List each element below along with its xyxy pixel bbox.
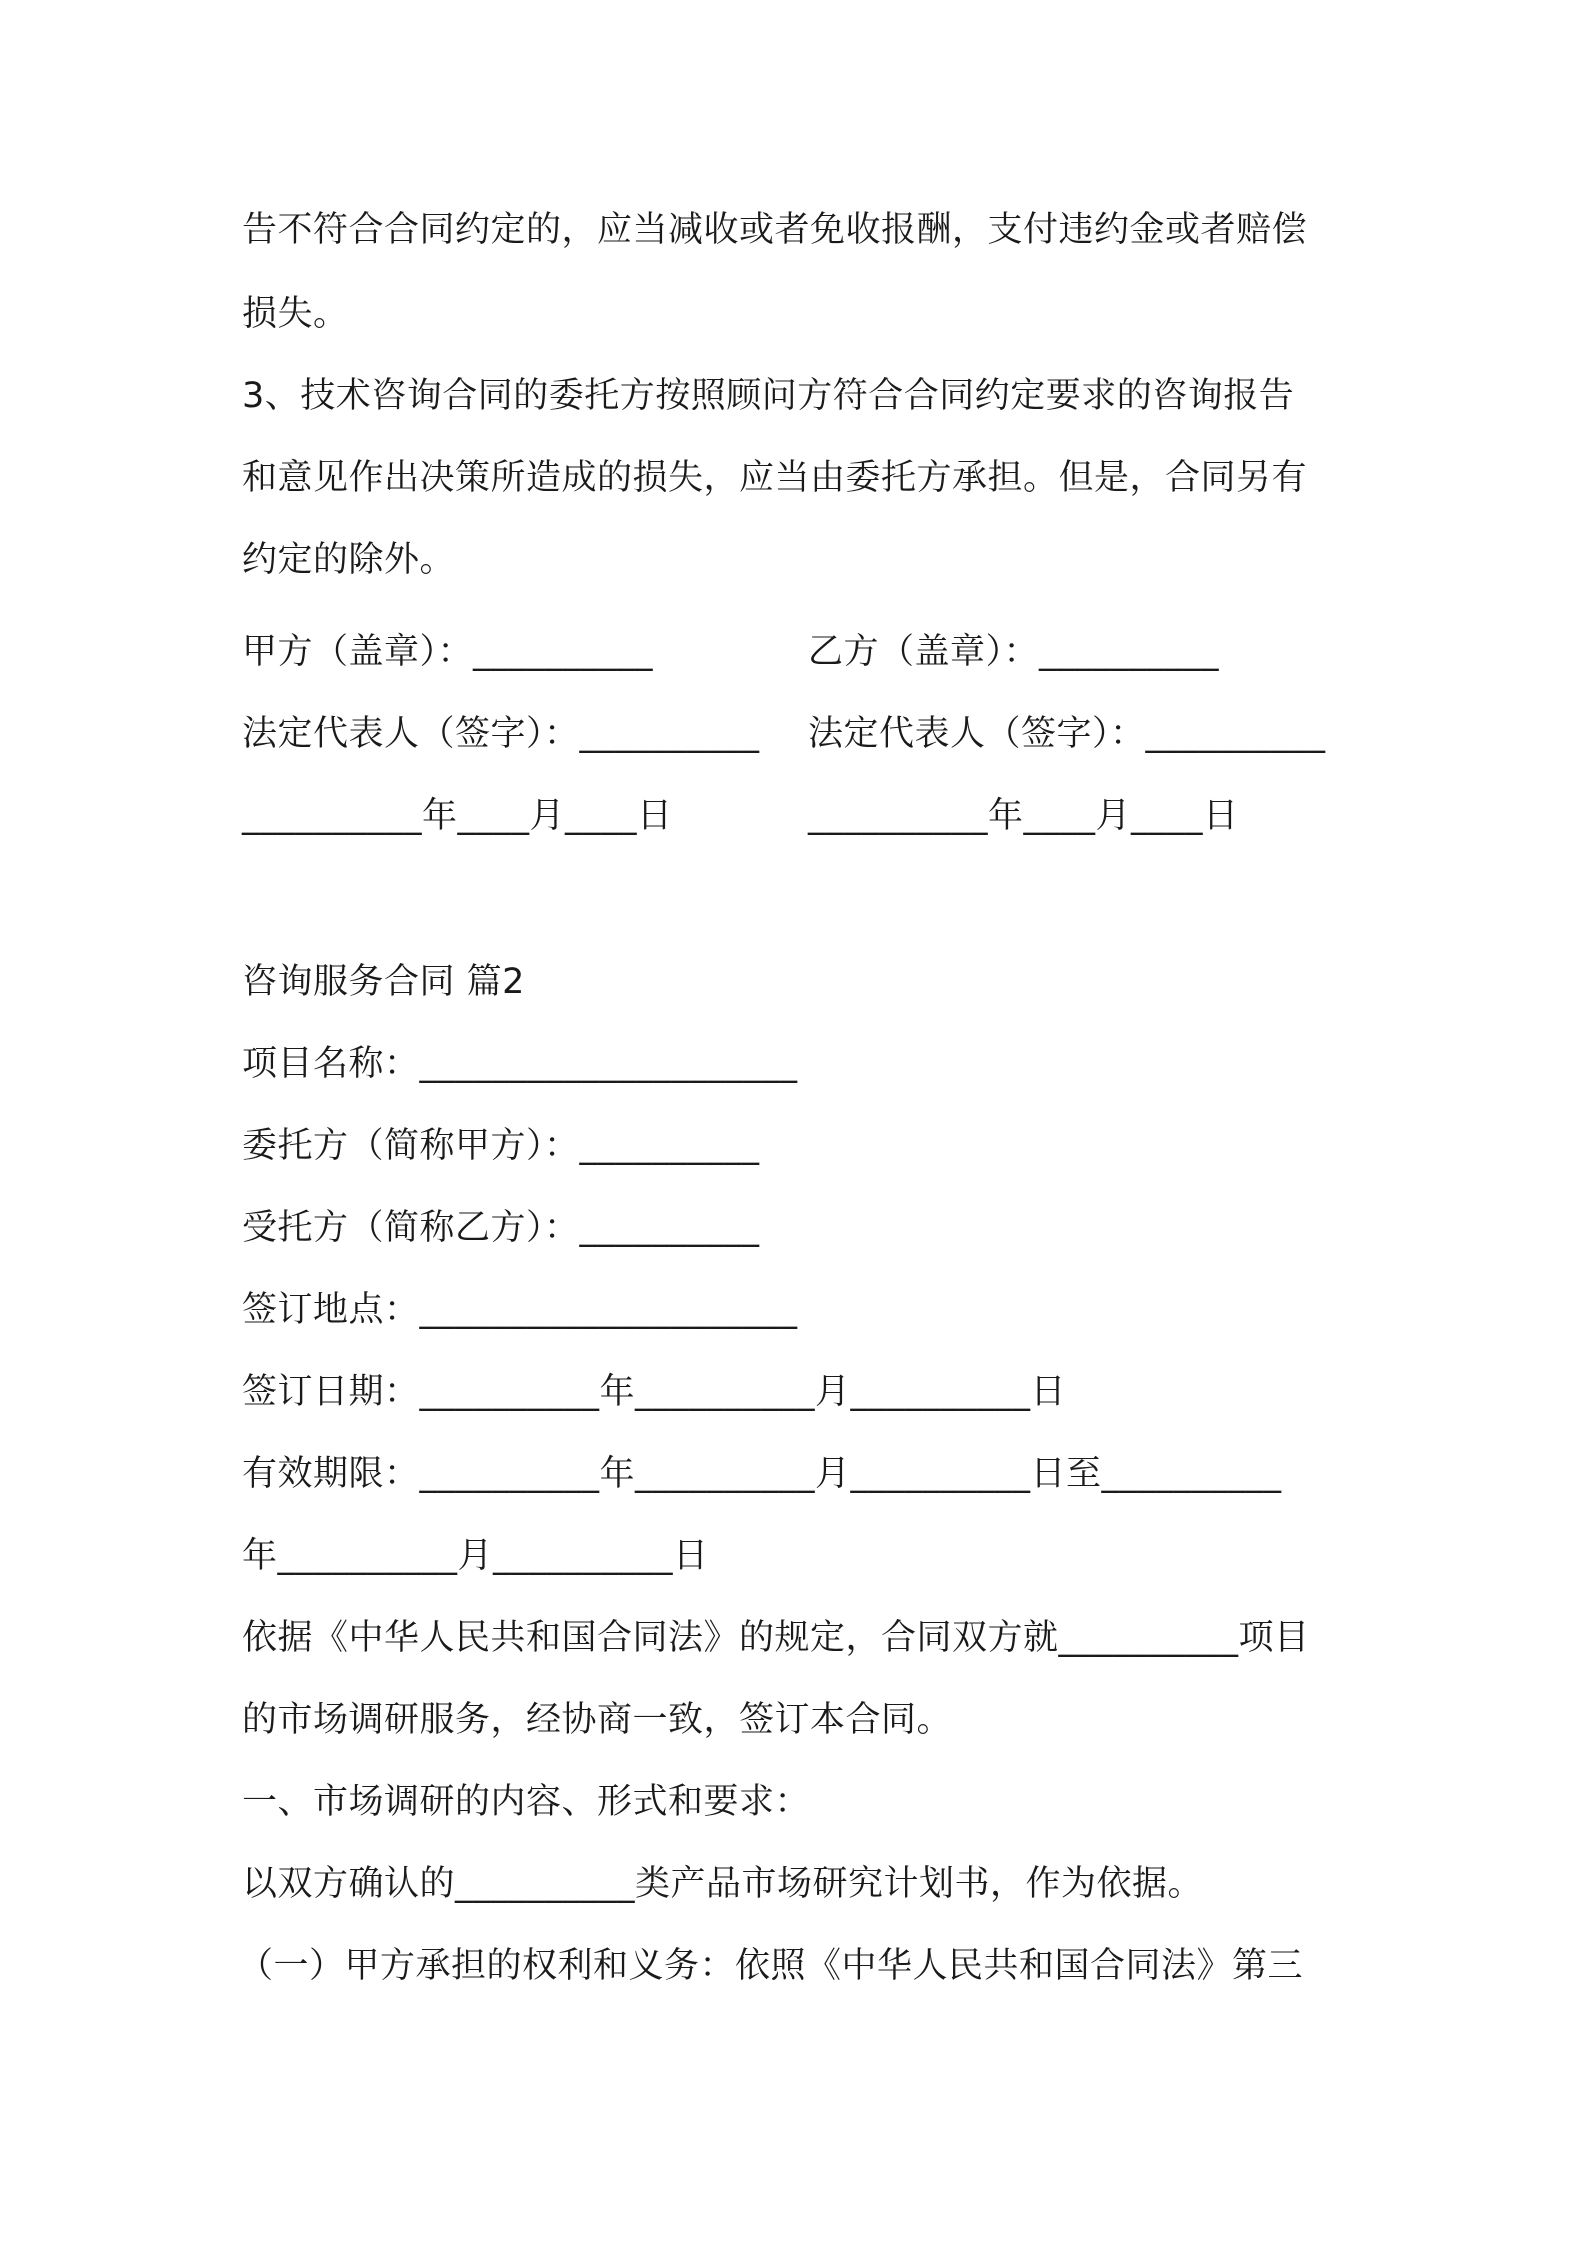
paragraph-line: 告不符合合同约定的，应当减收或者免收报酬，支付违约金或者赔偿: [242, 210, 1308, 250]
form-field-validity-period: 有效期限：__________年__________月__________日至__________: [242, 1454, 1282, 1494]
party-a-representative: 法定代表人（签字）：__________: [242, 714, 760, 754]
form-field-client: 委托方（简称甲方）：__________: [242, 1126, 760, 1166]
party-b-seal: 乙方（盖章）：__________: [808, 632, 1220, 672]
form-field-contractor: 受托方（简称乙方）：__________: [242, 1208, 760, 1248]
party-b-date: __________年____月____日: [808, 796, 1239, 836]
paragraph-line: 以双方确认的__________类产品市场研究计划书，作为依据。: [242, 1864, 1204, 1904]
clause-heading: 一、市场调研的内容、形式和要求：: [242, 1782, 811, 1822]
party-a-date: __________年____月____日: [242, 796, 673, 836]
form-field-signing-place: 签订地点：_____________________: [242, 1290, 798, 1330]
form-field-signing-date: 签订日期：__________年__________月__________日: [242, 1372, 1067, 1412]
paragraph-line: 损失。: [242, 294, 349, 334]
form-field-project-name: 项目名称：_____________________: [242, 1044, 798, 1084]
party-b-representative: 法定代表人（签字）：__________: [808, 714, 1326, 754]
section-title: 咨询服务合同 篇2: [242, 962, 525, 1002]
paragraph-line: 3、技术咨询合同的委托方按照顾问方符合合同约定要求的咨询报告: [242, 376, 1295, 416]
paragraph-line: 约定的除外。: [242, 540, 456, 580]
paragraph-line: （一）甲方承担的权利和义务：依照《中华人民共和国合同法》第三: [238, 1946, 1304, 1986]
paragraph-line: 和意见作出决策所造成的损失，应当由委托方承担。但是，合同另有: [242, 458, 1308, 498]
form-field-validity-period-end: 年__________月__________日: [242, 1536, 709, 1576]
paragraph-line: 的市场调研服务，经协商一致，签订本合同。: [242, 1700, 953, 1740]
party-a-seal: 甲方（盖章）：__________: [242, 632, 654, 672]
paragraph-line: 依据《中华人民共和国合同法》的规定，合同双方就__________项目: [242, 1618, 1310, 1658]
